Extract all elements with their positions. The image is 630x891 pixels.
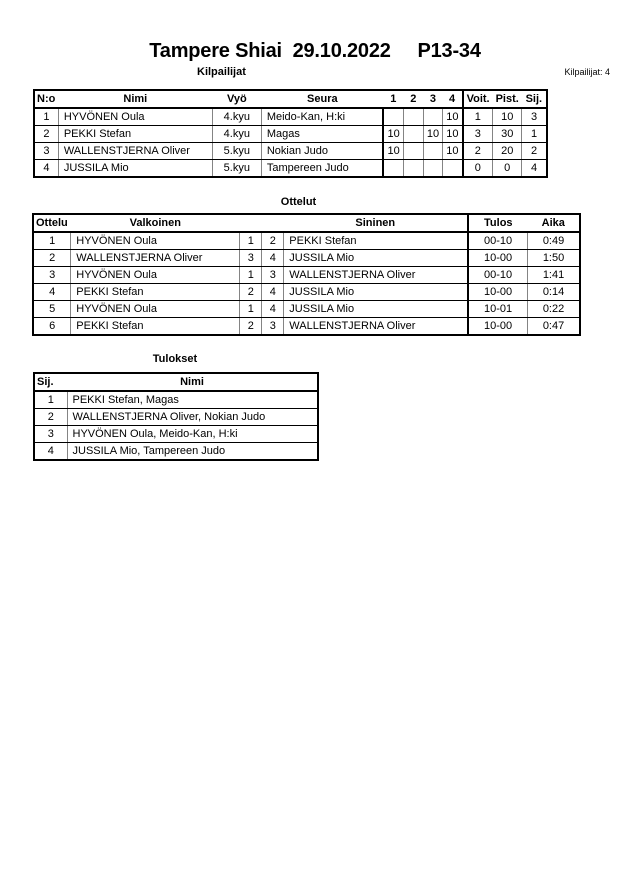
table-cell: JUSSILA Mio [284,284,468,301]
table-cell: 10 [423,126,442,143]
table-cell: Meido-Kan, H:ki [261,108,383,126]
table-cell: 30 [493,126,522,143]
col-header-result: Tulos [468,214,528,232]
table-row [33,232,580,250]
table-cell: PEKKI Stefan, Magas [67,391,318,409]
matches-table [32,213,581,336]
table-cell: 4 [33,284,71,301]
table-cell: Tampereen Judo [261,160,383,178]
table-cell: 00-10 [468,232,528,250]
results-table-header [34,373,318,391]
table-cell [383,108,403,126]
table-cell: 10 [383,126,403,143]
table-cell: 3 [522,108,547,126]
table-cell: 4 [262,284,284,301]
table-cell: 3 [33,267,71,284]
table-cell: 4 [262,301,284,318]
col-header-score1: 1 [383,90,403,108]
table-cell: 3 [34,426,67,443]
table-cell: 2 [262,232,284,250]
table-cell: 4.kyu [212,108,261,126]
table-cell: 4 [34,160,58,178]
col-header-club: Seura [261,90,383,108]
table-cell [443,160,463,178]
table-cell: JUSSILA Mio [284,250,468,267]
table-cell: 2 [33,250,71,267]
table-cell: 3 [463,126,493,143]
page-title: Tampere Shiai 29.10.2022 P13-34 [149,40,481,62]
table-row [33,267,580,284]
table-row [34,143,547,160]
table-cell: 2 [522,143,547,160]
table-cell [383,160,403,178]
table-cell: 2 [240,318,262,336]
table-cell [423,160,442,178]
col-header-name: Nimi [67,373,318,391]
table-cell: WALLENSTJERNA Oliver [58,143,212,160]
table-cell: 4 [34,443,67,461]
col-header-white: Valkoinen [71,214,240,232]
table-cell: HYVÖNEN Oula [58,108,212,126]
col-header-score3: 3 [423,90,442,108]
table-cell: 0:22 [528,301,580,318]
competitors-table-body [34,108,547,177]
table-cell: 1 [522,126,547,143]
matches-table-header [33,214,580,232]
header-row [33,214,580,232]
table-cell: Nokian Judo [261,143,383,160]
competitors-table [33,89,548,178]
table-cell: 0 [493,160,522,178]
col-header-time: Aika [528,214,580,232]
table-row [34,426,318,443]
table-cell: PEKKI Stefan [284,232,468,250]
table-cell: 5 [33,301,71,318]
table-cell: 0:14 [528,284,580,301]
col-header-belt: Vyö [212,90,261,108]
table-cell: 10 [383,143,403,160]
table-cell: 3 [262,267,284,284]
table-cell: JUSSILA Mio [58,160,212,178]
col-header-place: Sij. [34,373,67,391]
table-cell: HYVÖNEN Oula [71,301,240,318]
table-cell: 2 [34,126,58,143]
table-row [34,126,547,143]
table-cell: 10 [443,108,463,126]
table-cell: 00-10 [468,267,528,284]
matches-table-title: Ottelut [280,196,317,208]
header-row [34,373,318,391]
table-cell: 3 [34,143,58,160]
col-header-place: Sij. [522,90,547,108]
table-cell: 1:41 [528,267,580,284]
table-cell: 5.kyu [212,160,261,178]
table-cell: WALLENSTJERNA Oliver, Nokian Judo [67,409,318,426]
table-cell: 10-00 [468,284,528,301]
table-row [34,160,547,178]
table-cell: Magas [261,126,383,143]
table-cell: HYVÖNEN Oula [71,267,240,284]
col-header-score4: 4 [443,90,463,108]
table-row [33,284,580,301]
table-cell [403,160,423,178]
table-cell: 4 [262,250,284,267]
table-cell: 20 [493,143,522,160]
table-cell [403,108,423,126]
table-cell: WALLENSTJERNA Oliver [284,267,468,284]
table-cell: 10 [443,143,463,160]
col-header-blue: Sininen [284,214,468,232]
table-row [34,443,318,461]
table-row [33,301,580,318]
table-cell: 1 [463,108,493,126]
table-cell: 5.kyu [212,143,261,160]
header-row [34,90,547,108]
table-cell [423,143,442,160]
table-cell: 1 [240,232,262,250]
table-row [34,391,318,409]
table-cell: HYVÖNEN Oula, Meido-Kan, H:ki [67,426,318,443]
table-cell: 1 [33,232,71,250]
table-cell: WALLENSTJERNA Oliver [71,250,240,267]
table-cell: PEKKI Stefan [58,126,212,143]
table-cell: PEKKI Stefan [71,318,240,336]
table-cell: JUSSILA Mio, Tampereen Judo [67,443,318,461]
table-cell: 1 [240,267,262,284]
table-cell [423,108,442,126]
table-cell: 0:47 [528,318,580,336]
table-cell [403,143,423,160]
results-table-body [34,391,318,460]
table-cell: 4.kyu [212,126,261,143]
table-row [34,409,318,426]
col-header-points: Pist. [493,90,522,108]
table-cell: JUSSILA Mio [284,301,468,318]
table-cell: WALLENSTJERNA Oliver [284,318,468,336]
matches-header-spacer [240,214,284,232]
competitors-table-header [34,90,547,108]
competitors-count-label: Kilpailijat: 4 [564,67,610,77]
competitors-table-title: Kilpailijat [197,66,246,78]
col-header-name: Nimi [58,90,212,108]
table-cell: 6 [33,318,71,336]
table-cell: PEKKI Stefan [71,284,240,301]
table-row [33,318,580,336]
table-cell: 0:49 [528,232,580,250]
table-cell: 10-00 [468,318,528,336]
results-table-title: Tulokset [152,353,198,365]
table-cell: 10 [493,108,522,126]
table-cell: 2 [463,143,493,160]
col-header-score2: 2 [403,90,423,108]
table-cell: HYVÖNEN Oula [71,232,240,250]
table-cell: 1 [34,391,67,409]
table-cell: 3 [240,250,262,267]
table-cell: 2 [240,284,262,301]
table-cell: 10 [443,126,463,143]
col-header-no: N:o [34,90,58,108]
table-cell: 10-00 [468,250,528,267]
table-cell: 1 [34,108,58,126]
col-header-match-no: Ottelu [33,214,71,232]
table-row [33,250,580,267]
results-table [33,372,319,461]
matches-table-body [33,232,580,335]
table-cell: 3 [262,318,284,336]
table-cell: 2 [34,409,67,426]
table-cell: 4 [522,160,547,178]
table-cell [403,126,423,143]
table-row [34,108,547,126]
table-cell: 1 [240,301,262,318]
table-cell: 0 [463,160,493,178]
table-cell: 1:50 [528,250,580,267]
col-header-wins: Voit. [463,90,493,108]
table-cell: 10-01 [468,301,528,318]
